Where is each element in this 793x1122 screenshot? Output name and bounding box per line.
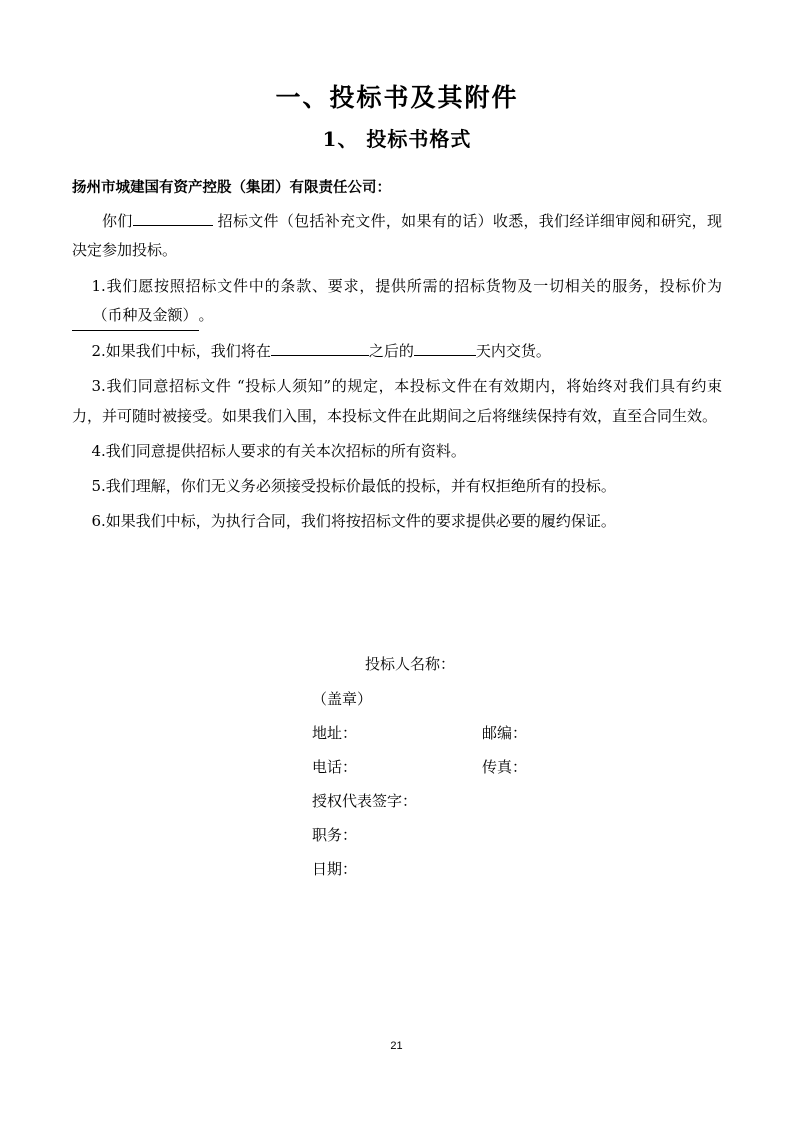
fill-blank-price[interactable]: （币种及金额） bbox=[72, 301, 199, 331]
phone-label: 电话： bbox=[312, 757, 358, 776]
signature-row-position bbox=[312, 818, 722, 852]
paragraph-item-2 bbox=[72, 337, 722, 366]
item1-text-a: 1.我们愿按照招标文件中的条款、要求，提供所需的招标货物及一切相关的服务，投标价为 bbox=[91, 276, 722, 295]
page-number: 21 bbox=[390, 1040, 403, 1052]
signature-fields bbox=[312, 682, 722, 886]
page-subtitle: 1、 投标书格式 bbox=[322, 127, 472, 151]
paragraph-item-1 bbox=[72, 272, 722, 332]
item2-text-a: 2.如果我们中标，我们将在 bbox=[91, 342, 271, 361]
item2-text-c: 天内交货。 bbox=[475, 342, 551, 361]
paragraph-item-5: 5.我们理解，你们无义务必须接受投标价最低的投标，并有权拒绝所有的投标。 bbox=[91, 477, 616, 496]
item2-text-b: 之后的 bbox=[368, 342, 414, 361]
page-title: 一、投标书及其附件 bbox=[275, 83, 519, 112]
document-content bbox=[72, 72, 722, 886]
intro-text-a: 你们 bbox=[102, 212, 133, 231]
paragraph-intro bbox=[72, 207, 722, 266]
fill-blank-days[interactable] bbox=[414, 355, 476, 356]
signature-row-date bbox=[312, 852, 722, 886]
signature-row-address bbox=[312, 716, 722, 750]
position-label: 职务： bbox=[312, 825, 358, 844]
intro-text-b: 招标文件（包括补充文件，如果有的话）收悉，我们经详细审阅和研究，现决定参加投标。 bbox=[72, 212, 722, 260]
signature-row-seal bbox=[312, 682, 722, 716]
seal-label: （盖章） bbox=[312, 689, 373, 708]
bidder-name-label: 投标人名称： bbox=[364, 654, 455, 673]
signature-block bbox=[72, 647, 722, 886]
paragraph-item-6: 6.如果我们中标，为执行合同，我们将按招标文件的要求提供必要的履约保证。 bbox=[91, 512, 616, 531]
paragraph-item-4: 4.我们同意提供招标人要求的有关本次招标的所有资料。 bbox=[91, 441, 466, 460]
signature-row-phone bbox=[312, 750, 722, 784]
address-label: 地址： bbox=[312, 723, 358, 742]
authorized-signature-label: 授权代表签字： bbox=[312, 791, 418, 810]
fill-blank-date[interactable] bbox=[271, 355, 369, 356]
signature-row-authorized bbox=[312, 784, 722, 818]
item1-text-b: 。 bbox=[198, 305, 214, 324]
addressee-line: 扬州市城建国有资产控股（集团）有限责任公司： bbox=[72, 179, 391, 196]
fax-label: 传真： bbox=[482, 757, 528, 776]
postcode-label: 邮编： bbox=[482, 723, 528, 742]
paragraph-item-3: 3.我们同意招标文件 “投标人须知”的规定，本投标文件在有效期内，将始终对我们具有约束力，并可随时被接受。如果我们入围，本投标文件在此期间之后将继续保持有效，直至合同生效。 bbox=[72, 377, 722, 425]
fill-blank-tender-doc[interactable] bbox=[133, 225, 213, 226]
date-label: 日期： bbox=[312, 859, 358, 878]
